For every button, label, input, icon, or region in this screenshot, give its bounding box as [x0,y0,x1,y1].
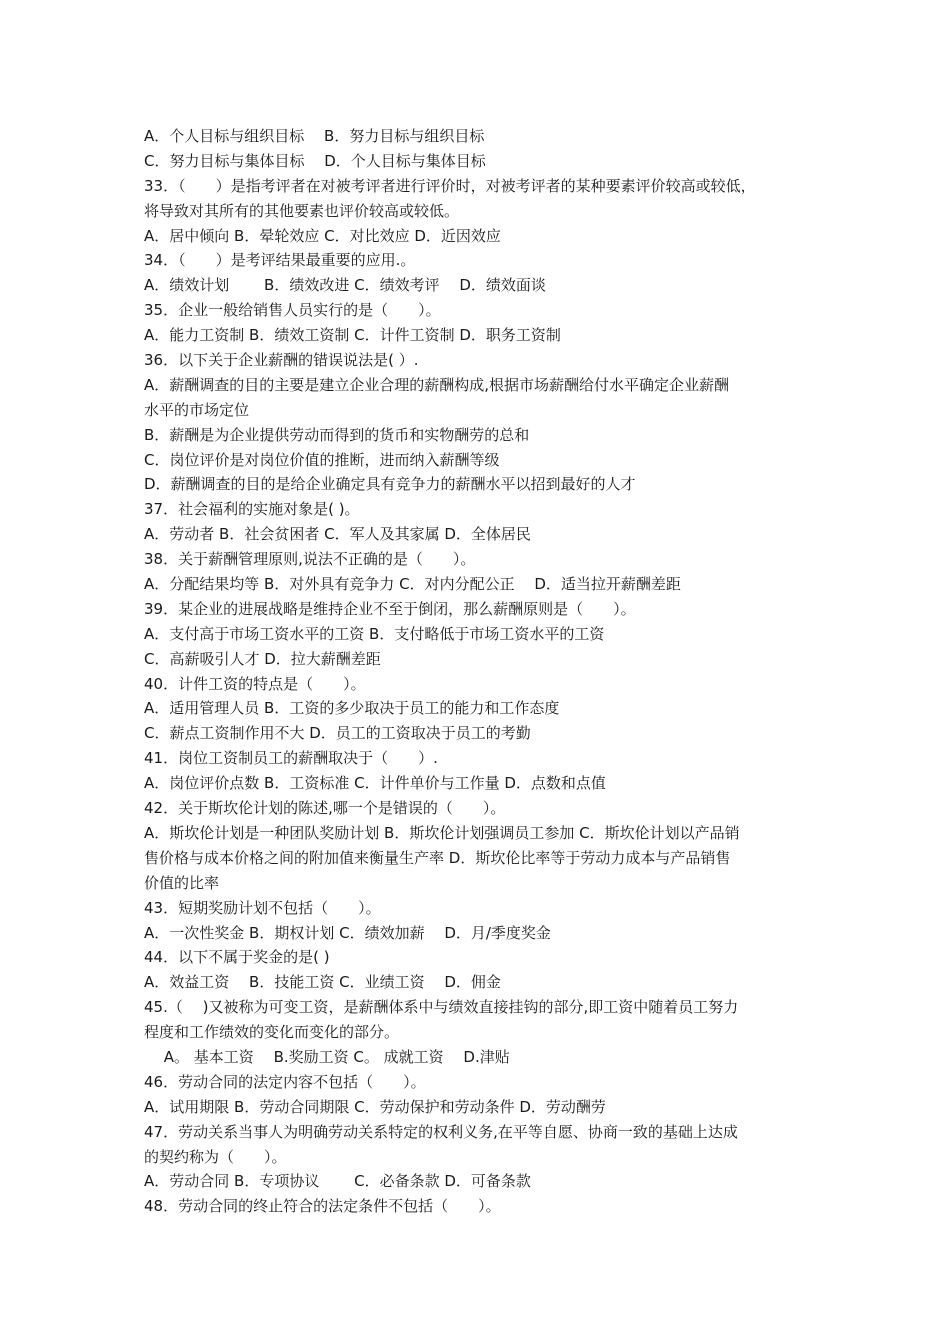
text-line: A．薪酬调查的目的主要是建立企业合理的薪酬构成,根据市场薪酬给付水平确定企业薪酬 [144,375,730,394]
text-line: 35．企业一般给销售人员实行的是（ ）。 [144,301,441,320]
text-line: 45.（ )又被称为可变工资，是薪酬体系中与绩效直接挂钩的部分,即工资中随着员工努力 [144,998,739,1017]
text-line: A．一次性奖金 B．期权计划 C．绩效加薪 D．月/季度奖金 [144,923,551,942]
text-line: 47．劳动关系当事人为明确劳动关系特定的权利义务,在平等自愿、协商一致的基础上达成 [144,1122,738,1141]
text-line: 34．（ ）是考评结果最重要的应用.。 [144,251,416,270]
text-line: 48．劳动合同的终止符合的法定条件不包括（ ）。 [144,1197,501,1216]
text-line: 42．关于斯坎伦计划的陈述,哪一个是错误的（ ）。 [144,799,506,818]
text-line: A．劳动者 B．社会贫困者 C．军人及其家属 D．全体居民 [144,525,531,544]
text-line: 的契约称为（ ）。 [144,1147,287,1166]
text-line: 33．（ ）是指考评者在对被考评者进行评价时，对被考评者的某种要素评价较高或较低， [144,176,756,195]
text-line: C．努力目标与集体目标 D．个人目标与集体目标 [144,151,486,170]
text-line: A．岗位评价点数 B．工资标准 C．计件单价与工作量 D．点数和点值 [144,774,606,793]
text-line: 46．劳动合同的法定内容不包括（ ）。 [144,1072,426,1091]
text-line: A．支付高于市场工资水平的工资 B．支付略低于市场工资水平的工资 [144,624,605,643]
text-line: A。 基本工资 B.奖励工资 C。 成就工资 D.津贴 [144,1047,510,1066]
text-line: 43．短期奖励计划不包括（ ）。 [144,898,381,917]
text-line: A．斯坎伦计划是一种团队奖励计划 B．斯坎伦计划强调员工参加 C．斯坎伦计划以产品销 [144,823,740,842]
question-text-block [144,124,824,1219]
text-line: D．薪酬调查的目的是给企业确定具有竞争力的薪酬水平以招到最好的人才 [144,475,636,494]
text-line: A．居中倾向 B．晕轮效应 C．对比效应 D．近因效应 [144,226,501,245]
text-line: 39．某企业的进展战略是维持企业不至于倒闭，那么薪酬原则是（ ）。 [144,599,636,618]
text-line: A．绩效计划 B．绩效改进 C．绩效考评 D．绩效面谈 [144,276,546,295]
text-line: 40．计件工资的特点是（ ）。 [144,674,366,693]
text-line: 程度和工作绩效的变化而变化的部分。 [144,1023,400,1042]
text-line: A．劳动合同 B．专项协议 C．必备条款 D．可备条款 [144,1172,531,1191]
text-line: 将导致对其所有的其他要素也评价较高或较低。 [144,201,460,220]
text-line: 41．岗位工资制员工的薪酬取决于（ ）. [144,749,438,768]
text-line: 水平的市场定位 [144,400,250,419]
text-line: A．适用管理人员 B．工资的多少取决于员工的能力和工作态度 [144,699,560,718]
text-line: 36．以下关于企业薪酬的错误说法是( ）. [144,351,419,370]
text-line: 37．社会福利的实施对象是( )。 [144,500,360,519]
text-line: A．能力工资制 B．绩效工资制 C．计件工资制 D．职务工资制 [144,326,561,345]
text-line: B．薪酬是为企业提供劳动而得到的货币和实物酬劳的总和 [144,425,530,444]
text-line: C．高薪吸引人才 D．拉大薪酬差距 [144,649,381,668]
text-line: 价值的比率 [144,873,220,892]
text-line: 售价格与成本价格之间的附加值来衡量生产率 D．斯坎伦比率等于劳动力成本与产品销售 [144,848,731,867]
text-line: 38．关于薪酬管理原则,说法不正确的是（ ）。 [144,550,476,569]
text-line: C．薪点工资制作用不大 D．员工的工资取决于员工的考勤 [144,724,531,743]
text-line: A．效益工资 B．技能工资 C．业绩工资 D．佣金 [144,973,501,992]
text-line: A．分配结果均等 B．对外具有竞争力 C．对内分配公正 D．适当拉开薪酬差距 [144,575,681,594]
text-line: 44．以下不属于奖金的是( ) [144,948,330,967]
text-line: A．试用期限 B．劳动合同期限 C．劳动保护和劳动条件 D．劳动酬劳 [144,1097,606,1116]
text-line: A．个人目标与组织目标 B．努力目标与组织目标 [144,127,485,145]
text-line: C．岗位评价是对岗位价值的推断，进而纳入薪酬等级 [144,450,500,469]
